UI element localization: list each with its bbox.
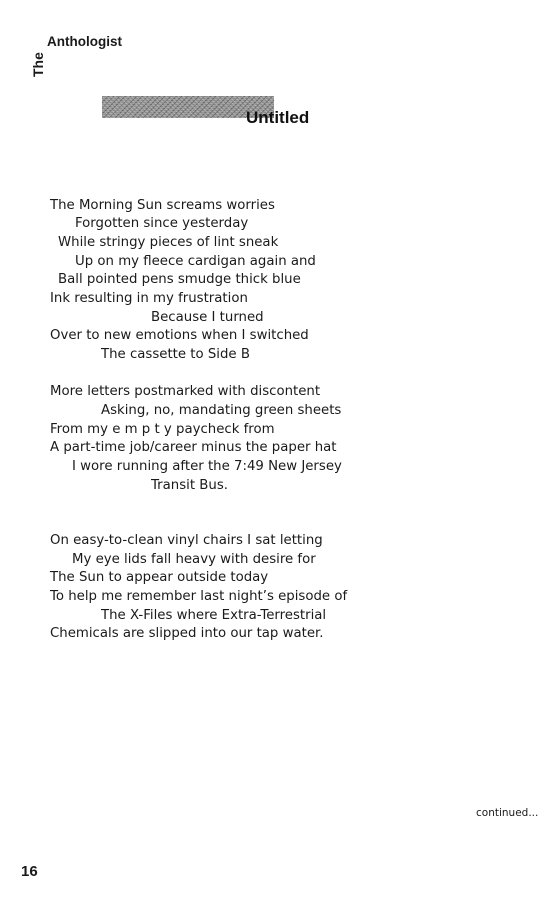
- header-publication-name: Anthologist: [47, 34, 122, 49]
- poem-line: From my e m p t y paycheck from: [50, 422, 275, 437]
- poem-line: A part-time job/career minus the paper hat: [50, 440, 337, 455]
- poem-line: Transit Bus.: [151, 478, 228, 493]
- poem-line: The Morning Sun screams worries: [50, 198, 275, 213]
- poem-line: Up on my fleece cardigan again and: [75, 254, 316, 269]
- poem-line: I wore running after the 7:49 New Jersey: [72, 459, 342, 474]
- header-the: The: [30, 52, 46, 77]
- poem-line: The cassette to Side B: [101, 347, 250, 362]
- poem-line: While stringy pieces of lint sneak: [58, 235, 279, 250]
- continued-note: continued...: [476, 807, 539, 819]
- poem-line: More letters postmarked with discontent: [50, 384, 321, 399]
- poem-line: The X-Files where Extra-Terrestrial: [101, 608, 327, 623]
- poem-line: Chemicals are slipped into our tap water.: [50, 626, 324, 641]
- poem-line: Asking, no, mandating green sheets: [101, 403, 342, 418]
- page-number: 16: [21, 863, 38, 880]
- poem-line: Because I turned: [151, 310, 264, 325]
- poem-line: Ink resulting in my frustration: [50, 291, 248, 306]
- poem-title: Untitled: [246, 108, 310, 127]
- poem-line: On easy-to-clean vinyl chairs I sat letting: [50, 533, 323, 548]
- poem-line: Ball pointed pens smudge thick blue: [58, 272, 301, 287]
- poem-line: My eye lids fall heavy with desire for: [72, 552, 316, 567]
- poem-line: To help me remember last night’s episode of: [50, 589, 348, 604]
- poem-line: The Sun to appear outside today: [50, 570, 269, 585]
- poem-line: Over to new emotions when I switched: [50, 328, 309, 343]
- poem-line: Forgotten since yesterday: [75, 216, 249, 231]
